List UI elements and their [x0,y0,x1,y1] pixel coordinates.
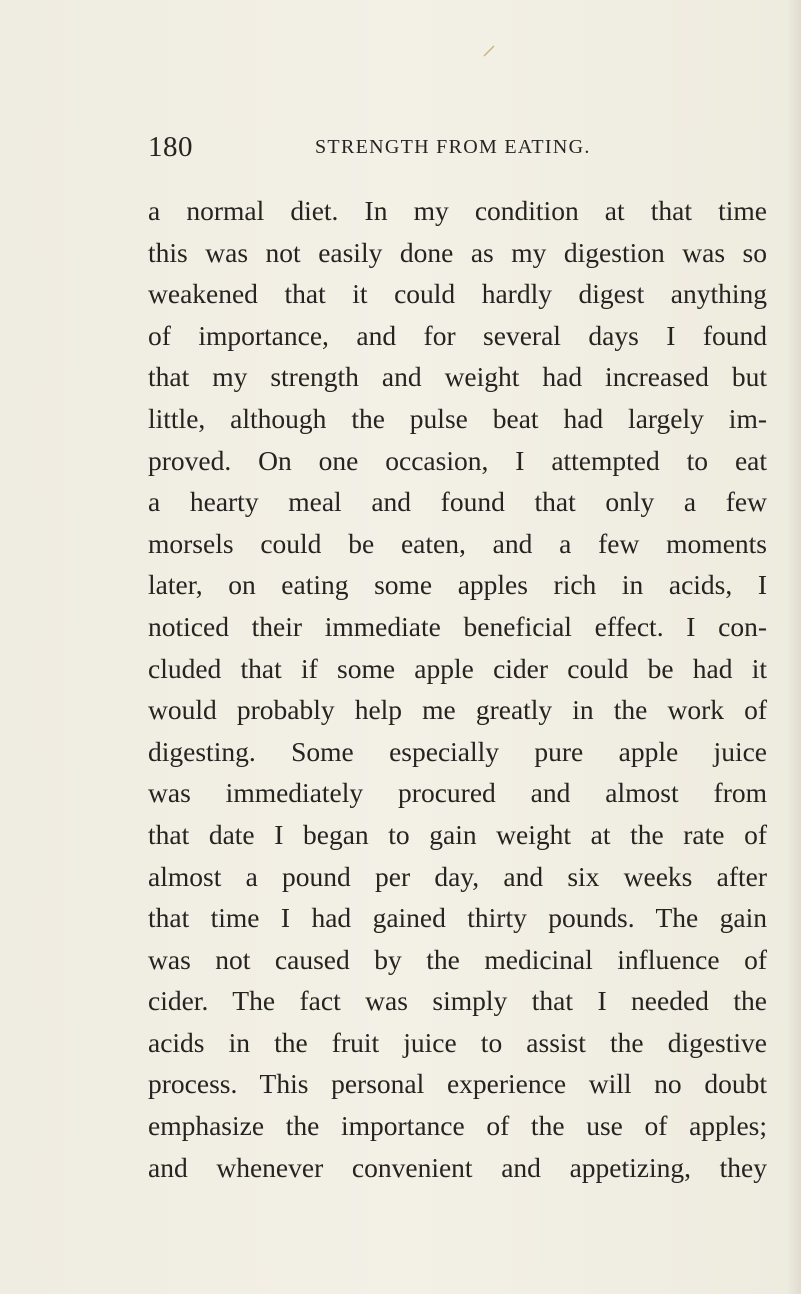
page-number: 180 [148,131,193,163]
text-line: that date I began to gain weight at the rate of [148,818,767,850]
text-line: morsels could be eaten, and a few moments [148,527,767,559]
text-line: process. This personal experience will no doubt [148,1068,767,1100]
text-line: would probably help me greatly in the work of [148,694,767,726]
text-line: emphasize the importance of the use of apples; [148,1110,767,1142]
text-line: weakened that it could hardly digest anything [148,278,767,310]
running-head: STRENGTH FROM EATING. [315,136,591,158]
text-line: was not caused by the medicinal influence of [148,943,767,975]
text-line: digesting. Some especially pure apple juice [148,735,767,767]
text-line: proved. On one occasion, I attempted to eat [148,444,767,476]
text-line: noticed their immediate beneficial effect. I con- [148,610,767,642]
text-line: this was not easily done as my digestion was so [148,236,767,268]
page-header [148,131,801,171]
text-line: later, on eating some apples rich in acids, I [148,569,767,601]
text-line: a normal diet. In my condition at that time [148,195,767,226]
text-line: and whenever convenient and appetizing, they [148,1151,767,1183]
text-line: that time I had gained thirty pounds. The gain [148,902,767,934]
text-line: acids in the fruit juice to assist the digestive [148,1026,767,1058]
text-line: little, although the pulse beat had largely im- [148,402,767,434]
text-line: cluded that if some apple cider could be had it [148,652,767,684]
text-line: almost a pound per day, and six weeks after [148,860,767,892]
text-line: that my strength and weight had increased but [148,361,767,393]
text-line: of importance, and for several days I found [148,319,767,351]
ink-mark [482,44,496,58]
body-text [148,190,767,1188]
text-line: a hearty meal and found that only a few [148,486,767,518]
text-line: cider. The fact was simply that I needed the [148,985,767,1017]
page-edge-shadow [787,0,801,1294]
text-line: was immediately procured and almost from [148,777,767,809]
